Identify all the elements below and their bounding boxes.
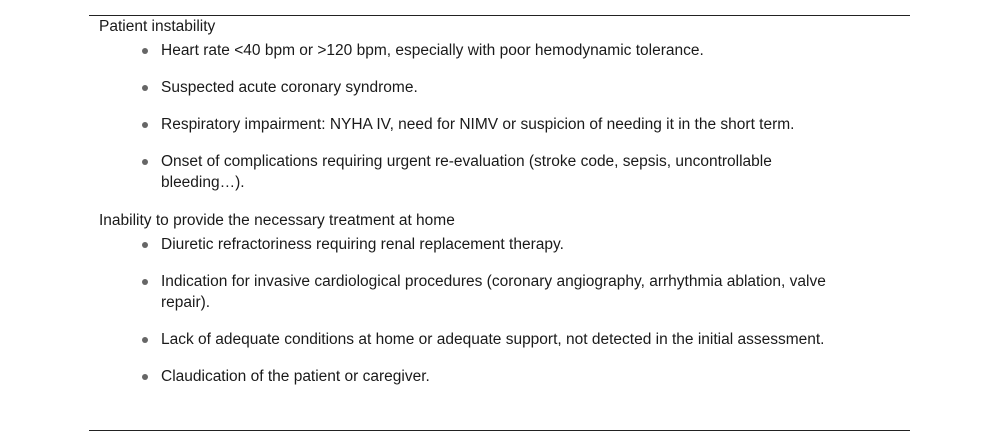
bullet-icon [142, 242, 148, 248]
list-item-text: Heart rate <40 bpm or >120 bpm, especially with poor hemodynamic tolerance. [161, 42, 704, 59]
list-item [0, 329, 856, 350]
list-item-text: Lack of adequate conditions at home or adequate support, not detected in the initial assessment. [161, 331, 825, 348]
list-item-text: Onset of complications requiring urgent re-evaluation (stroke code, sepsis, uncontrollable bleeding…). [161, 153, 772, 191]
bullet-icon [142, 48, 148, 54]
section-title-home-treatment: Inability to provide the necessary treatment at home [99, 212, 455, 229]
list-item [0, 366, 856, 387]
list-item-text: Diuretic refractoriness requiring renal replacement therapy. [161, 236, 564, 253]
section-title-patient-instability: Patient instability [99, 18, 216, 35]
list-item [0, 77, 856, 98]
bullet-icon [142, 159, 148, 165]
list-item [0, 151, 856, 193]
top-rule [89, 15, 910, 16]
bullet-icon [142, 337, 148, 343]
bullet-icon [142, 279, 148, 285]
list-item [0, 40, 856, 61]
list-item [0, 271, 856, 313]
list-item-text: Respiratory impairment: NYHA IV, need for NIMV or suspicion of needing it in the short term. [161, 116, 795, 133]
bullet-icon [142, 374, 148, 380]
list-item [0, 234, 856, 255]
bullet-icon [142, 85, 148, 91]
list-item [0, 114, 856, 135]
home-treatment-list [0, 234, 1000, 403]
list-item-text: Suspected acute coronary syndrome. [161, 79, 418, 96]
patient-instability-list [0, 40, 1000, 209]
bullet-icon [142, 122, 148, 128]
list-item-text: Indication for invasive cardiological procedures (coronary angiography, arrhythmia ablation, valve repair). [161, 273, 826, 311]
bottom-rule [89, 430, 910, 431]
list-item-text: Claudication of the patient or caregiver. [161, 368, 430, 385]
